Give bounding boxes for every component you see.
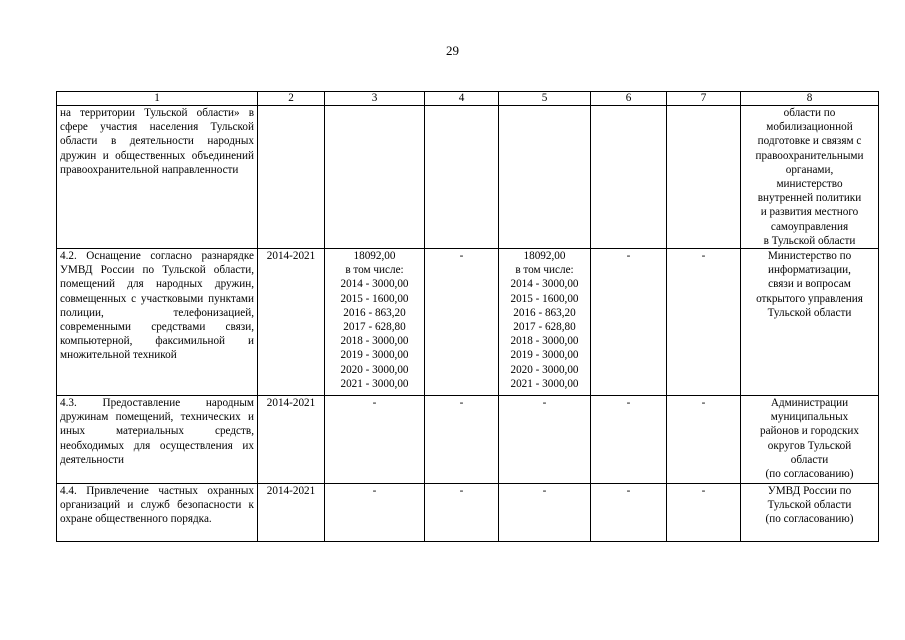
header-cell: 4	[425, 92, 499, 106]
table-row	[57, 396, 879, 484]
header-cell: 5	[499, 92, 591, 106]
program-measures-table	[56, 91, 879, 542]
table-row	[57, 249, 879, 396]
header-cell: 8	[741, 92, 879, 106]
cell-line: 2019 - 3000,00	[510, 349, 579, 362]
header-cell: 1	[57, 92, 258, 106]
page-number: 29	[446, 43, 459, 58]
executor-cell	[741, 484, 879, 542]
other-sources-cell: -	[667, 484, 741, 542]
cell-line: 2019 - 3000,00	[340, 349, 409, 362]
period-cell: 2014-2021	[258, 249, 325, 396]
cell-line: и развития местного	[760, 206, 859, 219]
cell-line: Администрации	[770, 397, 849, 410]
cell-line: самоуправления	[770, 220, 849, 233]
cell-line: 2017 - 628,80	[343, 321, 406, 334]
measure-name-cell: 4.4. Привлечение частных охранных организаций и служб безопасности к охране общественного порядка.	[57, 484, 258, 542]
cell-line: мобилизационной	[766, 121, 853, 134]
cell-line: округов Тульской	[767, 439, 852, 452]
cell-line: 2020 - 3000,00	[340, 363, 409, 376]
regional-budget-cell	[499, 396, 591, 484]
total-funding-cell	[325, 249, 425, 396]
cell-line: 2018 - 3000,00	[340, 335, 409, 348]
cell-line: 2014 - 3000,00	[510, 278, 579, 291]
cell-line: в том числе:	[345, 264, 404, 277]
cell-line: открытого управления	[756, 292, 863, 305]
cell-line: правоохранительными	[755, 149, 864, 162]
other-sources-cell: -	[667, 396, 741, 484]
total-funding-cell	[325, 106, 425, 249]
local-budget-cell: -	[591, 249, 667, 396]
regional-budget-cell	[499, 249, 591, 396]
table-body	[57, 106, 879, 542]
total-funding-cell	[325, 484, 425, 542]
cell-line: подготовке и связям с	[757, 135, 862, 148]
cell-line: муниципальных	[770, 411, 849, 424]
header-cell: 7	[667, 92, 741, 106]
cell-line: -	[542, 397, 547, 410]
period-cell	[258, 106, 325, 249]
cell-line: 18092,00	[353, 250, 396, 263]
cell-line: 2015 - 1600,00	[340, 292, 409, 305]
executor-cell	[741, 249, 879, 396]
cell-line: (по согласованию)	[765, 468, 854, 481]
cell-line: 2021 - 3000,00	[510, 377, 579, 390]
period-cell: 2014-2021	[258, 484, 325, 542]
local-budget-cell	[591, 106, 667, 249]
header-cell: 3	[325, 92, 425, 106]
cell-line: (по согласованию)	[765, 513, 854, 526]
cell-line: 2020 - 3000,00	[510, 363, 579, 376]
cell-line: 2017 - 628,80	[513, 321, 576, 334]
cell-line: Тульской области	[767, 499, 852, 512]
cell-line: -	[372, 397, 377, 410]
cell-line: информатизации,	[768, 264, 851, 277]
measure-name-cell: 4.3. Предоставление народным дружинам помещений, технических и иных материальных средств, необходимых для осуществления их деятельности	[57, 396, 258, 484]
cell-line: -	[372, 485, 377, 498]
cell-line: 2016 - 863,20	[343, 306, 406, 319]
cell-line: -	[542, 485, 547, 498]
cell-line: в Тульской области	[763, 234, 856, 247]
cell-line: области по	[783, 107, 836, 119]
header-cell: 6	[591, 92, 667, 106]
cell-line: 2015 - 1600,00	[510, 292, 579, 305]
cell-line: министерство	[776, 178, 843, 191]
cell-line: 2021 - 3000,00	[340, 377, 409, 390]
cell-line: 2016 - 863,20	[513, 306, 576, 319]
cell-line: внутренней политики	[757, 192, 862, 205]
period-cell: 2014-2021	[258, 396, 325, 484]
regional-budget-cell	[499, 484, 591, 542]
federal-budget-cell: -	[425, 484, 499, 542]
table-row	[57, 484, 879, 542]
federal-budget-cell: -	[425, 396, 499, 484]
local-budget-cell: -	[591, 396, 667, 484]
cell-line: 2014 - 3000,00	[340, 278, 409, 291]
table-row	[57, 106, 879, 249]
cell-line: УМВД России по	[767, 485, 852, 498]
cell-line: связи и вопросам	[768, 278, 851, 291]
cell-line: в том числе:	[515, 264, 574, 277]
cell-line: 2018 - 3000,00	[510, 335, 579, 348]
header-cell: 2	[258, 92, 325, 106]
federal-budget-cell	[425, 106, 499, 249]
local-budget-cell: -	[591, 484, 667, 542]
cell-line: 18092,00	[523, 250, 566, 263]
total-funding-cell	[325, 396, 425, 484]
cell-line: районов и городских	[759, 425, 860, 438]
executor-cell	[741, 396, 879, 484]
other-sources-cell: -	[667, 249, 741, 396]
measure-name-cell: 4.2. Оснащение согласно разнарядке УМВД России по Тульской области, помещений для народных дружин, совмещенных с участковыми пунктами полиции, телефонизацией, современными средствами связи, компьютерной, факсимильной и множительной техникой	[57, 249, 258, 396]
table-header-row	[57, 92, 879, 106]
cell-line: Министерство по	[767, 250, 852, 263]
measure-name-cell: на территории Тульской области» в сфере участия населения Тульской области в деятельности народных дружин и общественных объединений правоохранительной направленности	[57, 106, 258, 249]
cell-line: органами,	[785, 163, 834, 176]
executor-cell	[741, 106, 879, 249]
regional-budget-cell	[499, 106, 591, 249]
cell-line: области	[790, 453, 829, 466]
cell-line: Тульской области	[767, 306, 852, 319]
other-sources-cell	[667, 106, 741, 249]
federal-budget-cell: -	[425, 249, 499, 396]
